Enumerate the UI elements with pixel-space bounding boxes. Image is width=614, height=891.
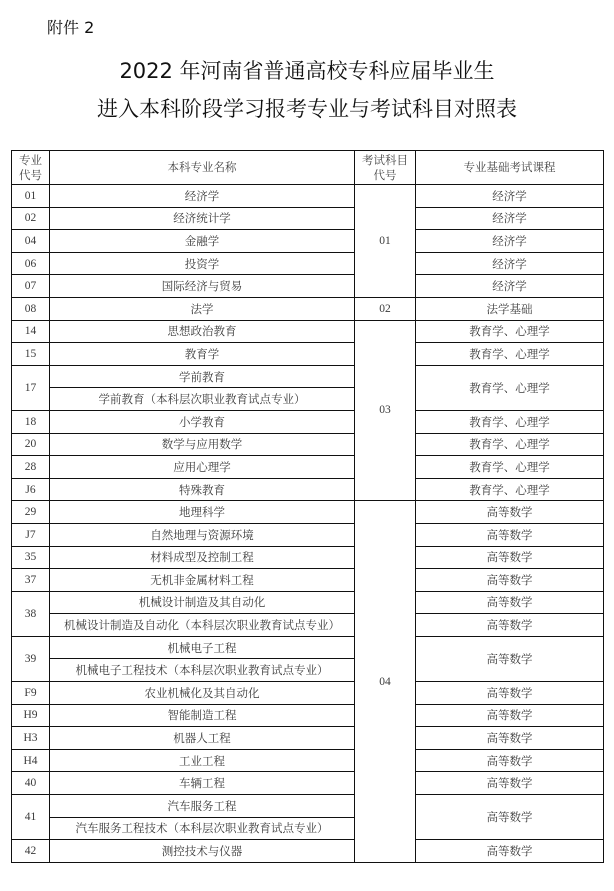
major-code: 04: [12, 230, 50, 253]
exam-course: 教育学、心理学: [416, 410, 604, 433]
exam-course: 教育学、心理学: [416, 365, 604, 410]
major-name: 机器人工程: [50, 727, 355, 750]
exam-course: 高等数学: [416, 704, 604, 727]
table-row: [12, 185, 604, 208]
table-row: [12, 252, 604, 275]
table-row: [12, 478, 604, 501]
document-title-line2: 进入本科阶段学习报考专业与考试科目对照表: [97, 97, 517, 121]
major-name: 工业工程: [50, 749, 355, 772]
major-name: 无机非金属材料工程: [50, 569, 355, 592]
table-row: [12, 523, 604, 546]
exam-course: 高等数学: [416, 523, 604, 546]
major-code: 41: [12, 795, 50, 840]
table-header-row: [12, 151, 604, 185]
major-code: 28: [12, 456, 50, 479]
table-row: [12, 614, 604, 637]
table-row: [12, 230, 604, 253]
major-name: 学前教育: [50, 365, 355, 388]
major-name: 法学: [50, 297, 355, 320]
major-code: 35: [12, 546, 50, 569]
table-row: [12, 704, 604, 727]
major-name: 自然地理与资源环境: [50, 523, 355, 546]
table-row: [12, 636, 604, 659]
major-name: 应用心理学: [50, 456, 355, 479]
exam-course: 教育学、心理学: [416, 433, 604, 456]
document-title-line1: 2022 年河南省普通高校专科应届毕业生: [119, 59, 495, 83]
major-name: 汽车服务工程: [50, 795, 355, 818]
exam-course: 教育学、心理学: [416, 343, 604, 366]
exam-course: 高等数学: [416, 727, 604, 750]
table-row: [12, 320, 604, 343]
table-row: [12, 569, 604, 592]
exam-course: 高等数学: [416, 772, 604, 795]
major-code: H3: [12, 727, 50, 750]
exam-course: 高等数学: [416, 569, 604, 592]
header-exam-code: 考试科目 代号: [355, 151, 416, 185]
major-code: H9: [12, 704, 50, 727]
table-row: [12, 343, 604, 366]
table-row: [12, 456, 604, 479]
exam-course: 经济学: [416, 252, 604, 275]
major-code: H4: [12, 749, 50, 772]
table-row: [12, 749, 604, 772]
exam-course: 高等数学: [416, 682, 604, 705]
major-code: 01: [12, 185, 50, 208]
header-course: 专业基础考试课程: [416, 151, 604, 185]
major-code: 07: [12, 275, 50, 298]
major-name: 思想政治教育: [50, 320, 355, 343]
major-code: 17: [12, 365, 50, 410]
major-name: 经济统计学: [50, 207, 355, 230]
major-code: 02: [12, 207, 50, 230]
table-row: [12, 297, 604, 320]
major-name: 机械电子工程: [50, 636, 355, 659]
exam-course: 教育学、心理学: [416, 320, 604, 343]
table-row: [12, 840, 604, 863]
table-row: [12, 772, 604, 795]
major-code: J7: [12, 523, 50, 546]
exam-course: 高等数学: [416, 501, 604, 524]
major-name: 材料成型及控制工程: [50, 546, 355, 569]
attachment-label: 附件 2: [47, 18, 95, 37]
major-code: 08: [12, 297, 50, 320]
exam-code: 03: [355, 320, 416, 501]
exam-course: 经济学: [416, 275, 604, 298]
major-name: 车辆工程: [50, 772, 355, 795]
major-code: 38: [12, 591, 50, 636]
exam-course: 高等数学: [416, 546, 604, 569]
header-major-name: 本科专业名称: [50, 151, 355, 185]
exam-course: 经济学: [416, 207, 604, 230]
major-name: 投资学: [50, 252, 355, 275]
exam-course: 高等数学: [416, 795, 604, 840]
table-row: [12, 727, 604, 750]
major-code: 15: [12, 343, 50, 366]
major-name: 小学教育: [50, 410, 355, 433]
table-row: [12, 207, 604, 230]
major-code: 37: [12, 569, 50, 592]
major-name: 数学与应用数学: [50, 433, 355, 456]
major-code: 20: [12, 433, 50, 456]
exam-course: 高等数学: [416, 749, 604, 772]
exam-course: 高等数学: [416, 636, 604, 681]
major-name: 教育学: [50, 343, 355, 366]
exam-course: 教育学、心理学: [416, 456, 604, 479]
major-code: J6: [12, 478, 50, 501]
major-name: 地理科学: [50, 501, 355, 524]
major-name: 汽车服务工程技术（本科层次职业教育试点专业）: [50, 817, 355, 840]
exam-course: 高等数学: [416, 614, 604, 637]
table-row: [12, 501, 604, 524]
major-name: 机械设计制造及自动化（本科层次职业教育试点专业）: [50, 614, 355, 637]
major-name: 智能制造工程: [50, 704, 355, 727]
table-row: [12, 433, 604, 456]
table-row: [12, 365, 604, 388]
exam-course: 高等数学: [416, 840, 604, 863]
major-name: 测控技术与仪器: [50, 840, 355, 863]
table-row: [12, 682, 604, 705]
major-name: 特殊教育: [50, 478, 355, 501]
major-name: 国际经济与贸易: [50, 275, 355, 298]
exam-course: 法学基础: [416, 297, 604, 320]
exam-code: 02: [355, 297, 416, 320]
major-code: 29: [12, 501, 50, 524]
table-row: [12, 275, 604, 298]
table-row: [12, 546, 604, 569]
major-code: 40: [12, 772, 50, 795]
table-row: [12, 795, 604, 818]
exam-code: 01: [355, 185, 416, 298]
major-code: 42: [12, 840, 50, 863]
exam-course: 经济学: [416, 185, 604, 208]
major-code: 18: [12, 410, 50, 433]
major-name: 农业机械化及其自动化: [50, 682, 355, 705]
exam-course: 经济学: [416, 230, 604, 253]
exam-course: 教育学、心理学: [416, 478, 604, 501]
major-exam-table: [11, 150, 604, 863]
header-major-code: 专业 代号: [12, 151, 50, 185]
major-code: 14: [12, 320, 50, 343]
major-code: 39: [12, 636, 50, 681]
table-row: [12, 591, 604, 614]
table-row: [12, 410, 604, 433]
major-name: 学前教育（本科层次职业教育试点专业）: [50, 388, 355, 411]
major-name: 经济学: [50, 185, 355, 208]
major-code: 06: [12, 252, 50, 275]
major-name: 机械电子工程技术（本科层次职业教育试点专业）: [50, 659, 355, 682]
major-code: F9: [12, 682, 50, 705]
major-name: 机械设计制造及其自动化: [50, 591, 355, 614]
major-name: 金融学: [50, 230, 355, 253]
exam-course: 高等数学: [416, 591, 604, 614]
exam-code: 04: [355, 501, 416, 863]
